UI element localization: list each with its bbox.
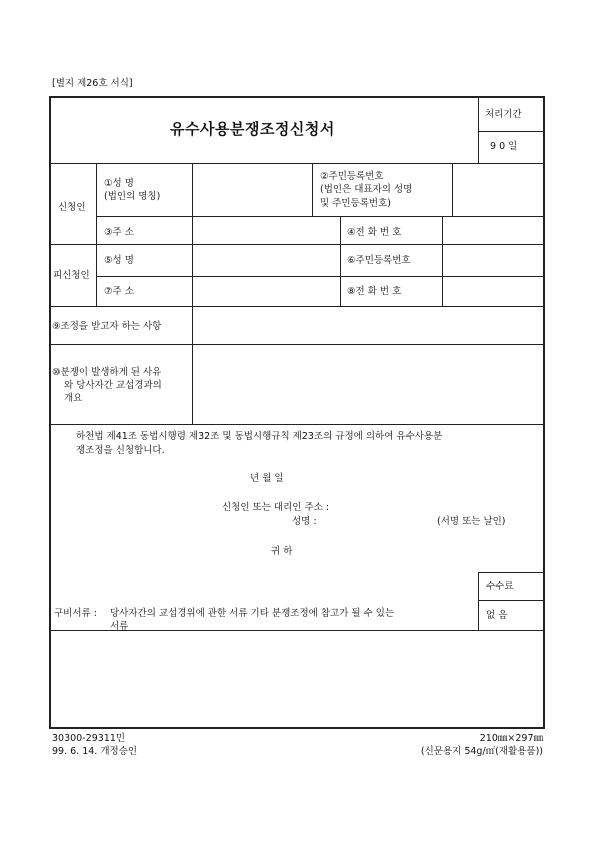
- applicant-regno-divider: [312, 163, 313, 216]
- respondent-address-label: ⑦주 소: [104, 286, 134, 297]
- applicant-regno-label: ②주민등록번호: [320, 171, 384, 182]
- dispute-reason-label: ⑩분쟁이 발생하게 된 사유: [52, 367, 162, 378]
- dispute-reason-label-sub2: 개요: [64, 393, 83, 404]
- signer-name-field[interactable]: [322, 512, 432, 528]
- respondent-name-label: ⑤성 명: [104, 255, 134, 266]
- applicant-phone-field[interactable]: [443, 217, 543, 243]
- applicant-regno-field[interactable]: [453, 164, 543, 215]
- processing-period-label: 처리기간: [485, 109, 522, 120]
- fee-label: 수수료: [486, 581, 514, 592]
- respondent-phone-label: ⑧전 화 번 호: [347, 286, 402, 297]
- respondent-phone-field[interactable]: [443, 277, 543, 305]
- dispute-reason-field[interactable]: [193, 345, 543, 423]
- respondent-regno-label: ⑥주민등록번호: [347, 255, 411, 266]
- rule: [50, 424, 544, 425]
- page-title: 유수사용분쟁조정신청서: [170, 120, 335, 138]
- phone-divider: [340, 216, 341, 306]
- signer-name-label: 성명 :: [292, 516, 317, 527]
- signer-address-label: 신청인 또는 대리인 주소 :: [222, 502, 330, 513]
- applicant-address-field[interactable]: [193, 217, 339, 243]
- fee-value: 없 음: [486, 610, 508, 621]
- header-divider: [478, 97, 479, 163]
- applicant-address-label: ③주 소: [104, 227, 134, 238]
- statement-text: 하천법 제41조 동법시행령 제32조 및 동법시행규칙 제23조의 규정에 의하여 유수사용분: [76, 431, 443, 442]
- mediation-item-label: ⑨조정을 받고자 하는 사항: [52, 321, 162, 332]
- date-line: 년 월 일: [250, 473, 284, 484]
- respondent-address-field[interactable]: [193, 277, 339, 305]
- applicant-section-label: 신청인: [58, 202, 86, 213]
- form-number: [별지 제26호 서식]: [52, 78, 133, 89]
- fee-divider: [478, 572, 479, 630]
- statement-text-cont: 쟁조정을 신청합니다.: [76, 445, 165, 456]
- processing-period-value: 9 0 일: [490, 141, 518, 152]
- respondent-section-label: 피신청인: [53, 270, 90, 281]
- footer-code: 30300-29311민: [52, 733, 126, 744]
- footer-paper: (신문용지 54g/㎡(재활용품)): [420, 746, 543, 757]
- applicant-regno-label-sub2: 및 주민등록번호): [320, 198, 391, 209]
- header-period-divider: [478, 131, 544, 132]
- respondent-regno-field[interactable]: [443, 245, 543, 275]
- applicant-name-field[interactable]: [193, 164, 311, 215]
- signer-seal-note: (서명 또는 날인): [437, 516, 506, 527]
- documents-text: 당사자간의 교섭경위에 관한 서류 기타 분쟁조정에 참고가 될 수 있는: [110, 608, 395, 619]
- dispute-reason-label-sub1: 와 당사자간 교섭경과의: [64, 380, 162, 391]
- applicant-phone-label: ④전 화 번 호: [347, 227, 402, 238]
- mediation-item-field[interactable]: [193, 307, 543, 343]
- applicant-name-label-sub: (법인의 명칭): [104, 191, 161, 202]
- section-label-divider: [96, 163, 97, 306]
- fee-top-rule: [478, 572, 544, 573]
- documents-label: 구비서류 :: [54, 608, 97, 619]
- footer-size: 210㎜×297㎜: [479, 733, 543, 744]
- fee-mid-rule: [478, 600, 544, 601]
- applicant-regno-label-sub1: (법인은 대표자의 성명: [320, 184, 413, 195]
- applicant-name-label: ①성 명: [104, 178, 134, 189]
- recipient: 귀 하: [271, 546, 293, 557]
- footer-approval: 99. 6. 14. 개정승인: [52, 746, 138, 757]
- documents-text-cont: 서류: [110, 621, 129, 632]
- respondent-name-field[interactable]: [193, 245, 339, 275]
